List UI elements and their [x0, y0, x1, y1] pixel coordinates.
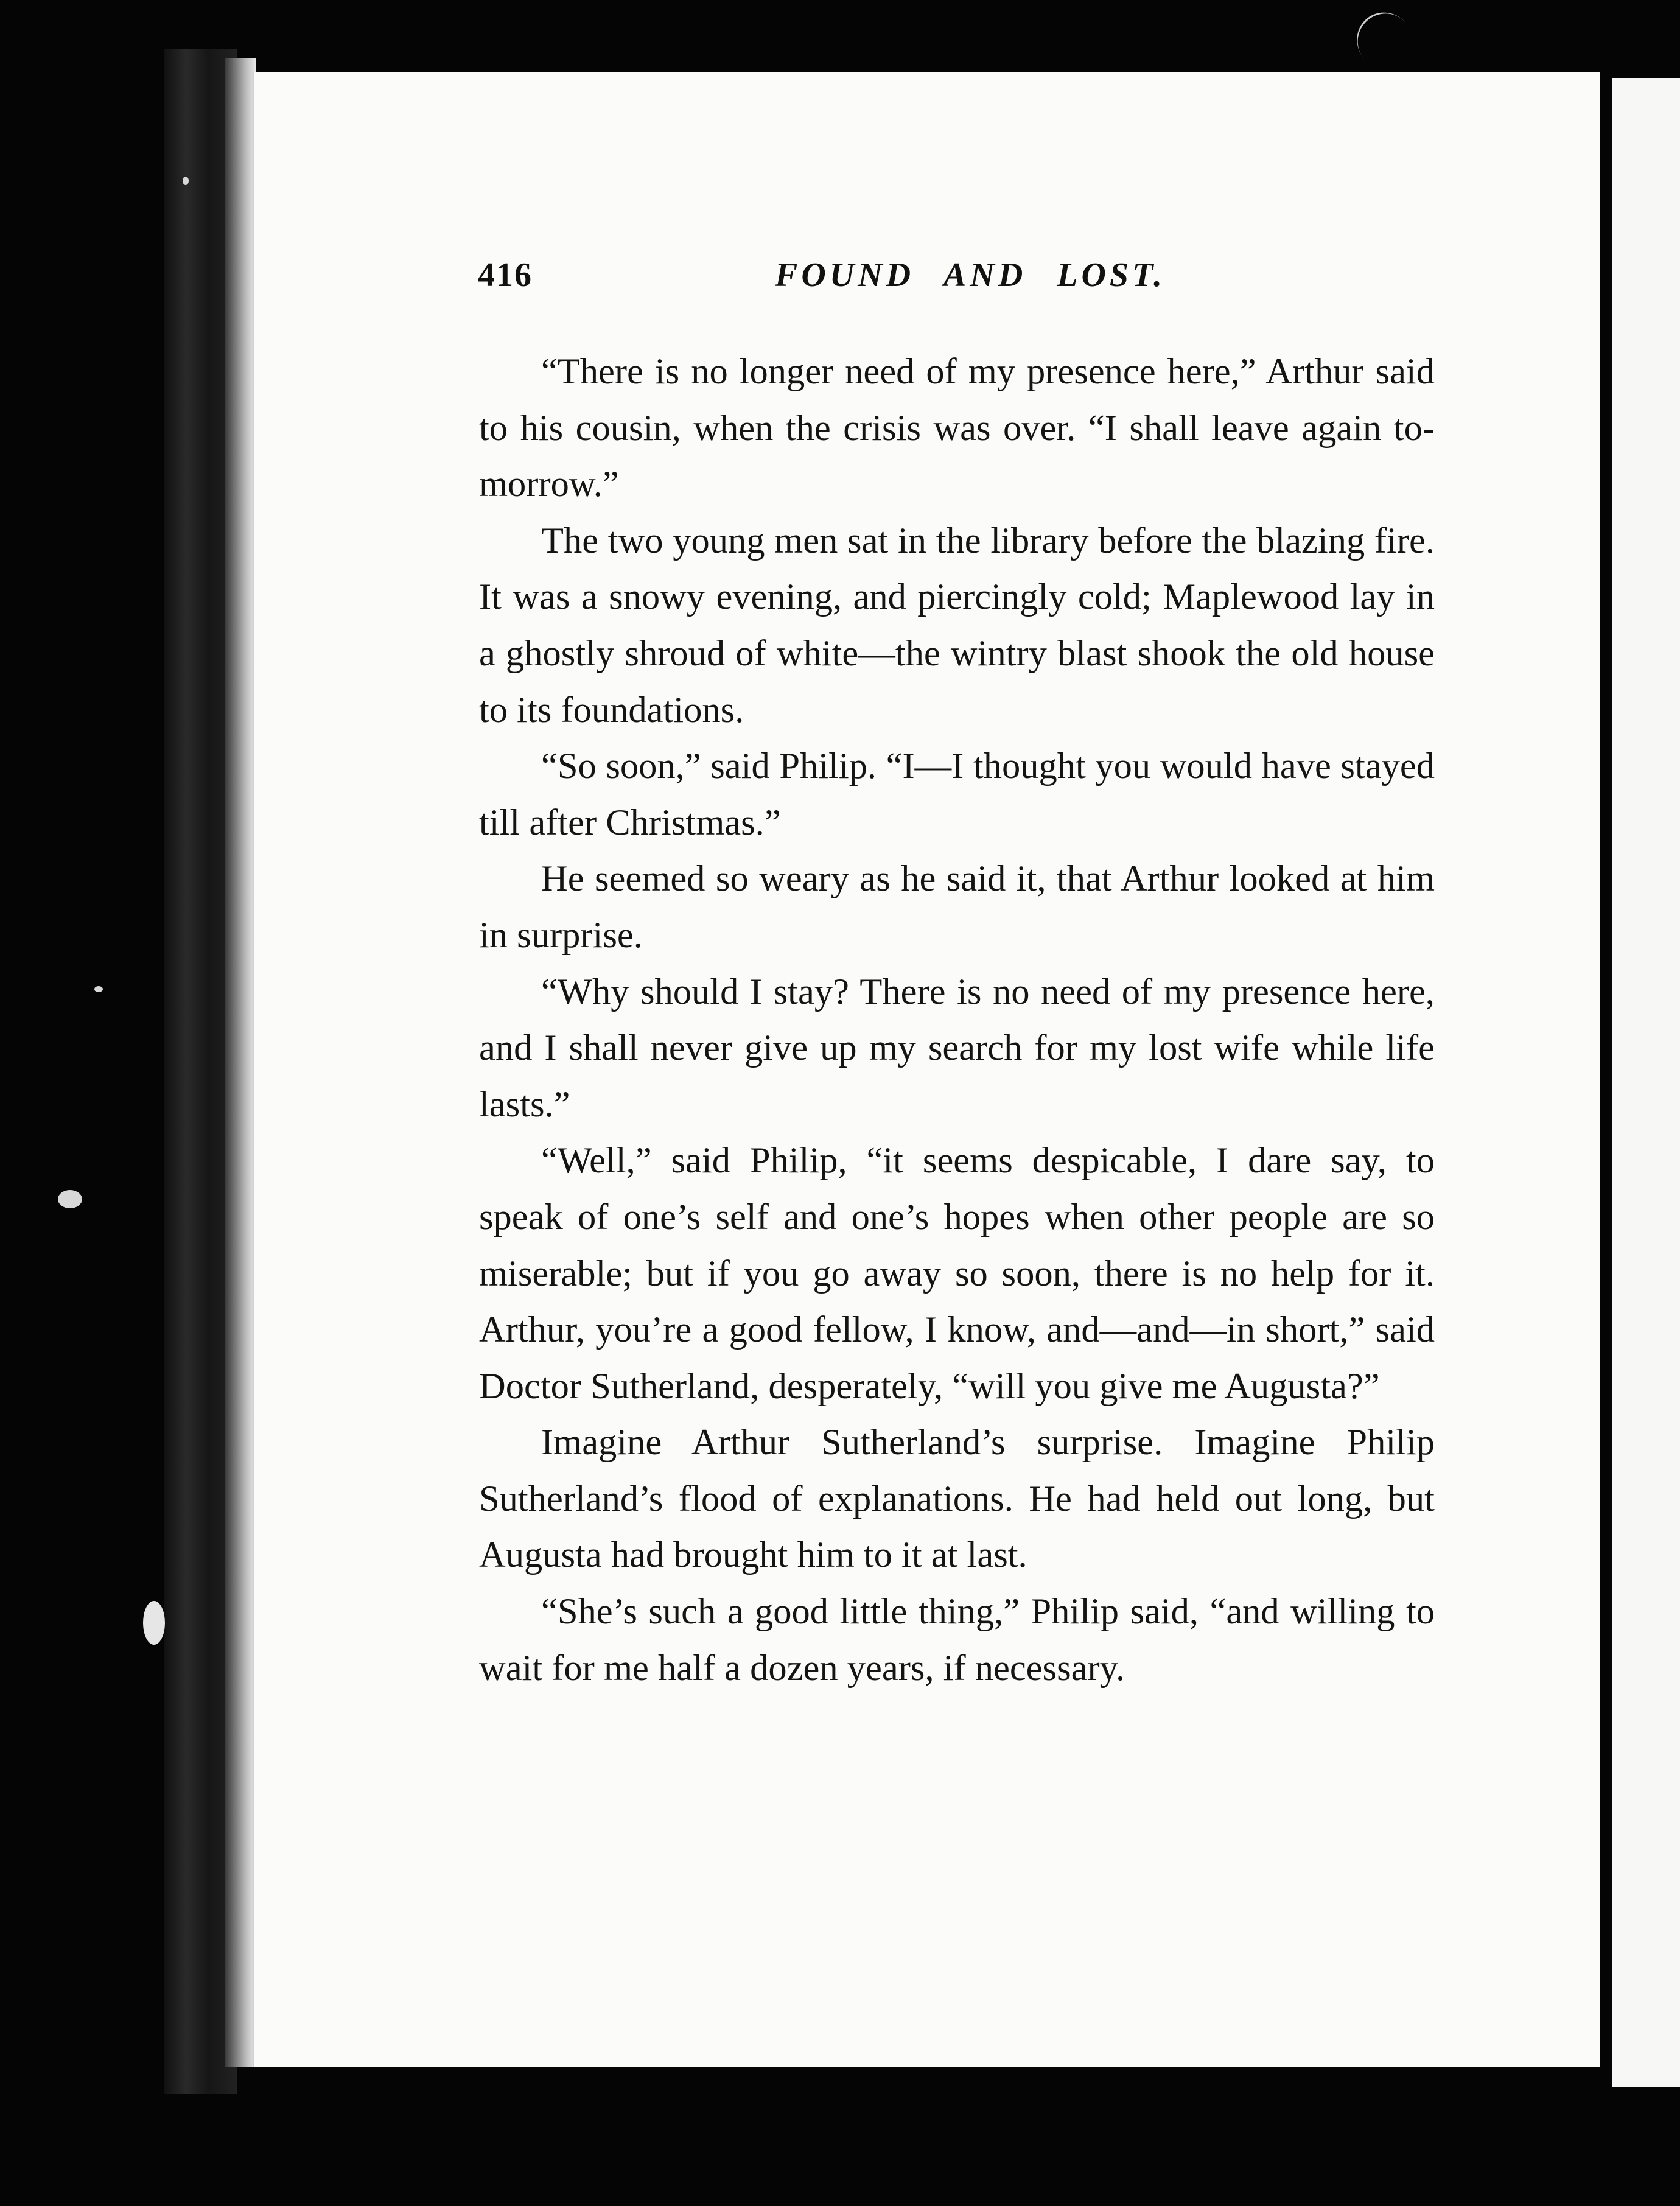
page-number: 416 [478, 256, 533, 294]
paragraph: Imagine Arthur Sutherland’s surprise. Imagine Philip Sutherland’s flood of explanations. He had held out long, but Augusta had brought him to it at last. [479, 1422, 1435, 1576]
running-title: FOUND AND LOST. [775, 256, 1166, 294]
paragraph: “So soon,” said Philip. “I—I thought you would have stayed till after Christmas.” [479, 746, 1435, 843]
paragraph: He seemed so weary as he said it, that Arthur looked at him in surprise. [479, 858, 1435, 956]
page-header [478, 256, 1166, 304]
paragraph: “There is no longer need of my presence here,” Arthur said to his cousin, when the crisis was over. “I shall leave again to-morrow.” [479, 351, 1435, 505]
paragraph: “Why should I stay? There is no need of my presence here, and I shall never give up my search for my lost wife while life lasts.” [479, 971, 1435, 1125]
paragraph: “She’s such a good little thing,” Philip said, “and willing to wait for me half a dozen years, if necessary. [479, 1591, 1435, 1689]
page-edge [225, 58, 256, 2067]
paragraph: The two young men sat in the library before the blazing fire. It was a snowy evening, and piercingly cold; Maplewood lay in a ghostly shroud of white—the wintry blast shook the old house to its foundations. [479, 520, 1435, 730]
body-text [479, 344, 1435, 1697]
paragraph: “Well,” said Philip, “it seems despicable, I dare say, to speak of one’s self and one’s hopes when other people are so miserable; but if you go away so soon, there is no help for it. Arthur, you’re a good fellow, I know, and—and—in short,” said Doctor Sutherland, desperately, “will you give me Augusta?” [479, 1140, 1435, 1407]
scan-speck [143, 1601, 165, 1645]
scan-speck [183, 177, 189, 185]
facing-page-edge [1612, 78, 1680, 2087]
scan-speck [94, 986, 103, 992]
scan-speck [58, 1190, 82, 1208]
